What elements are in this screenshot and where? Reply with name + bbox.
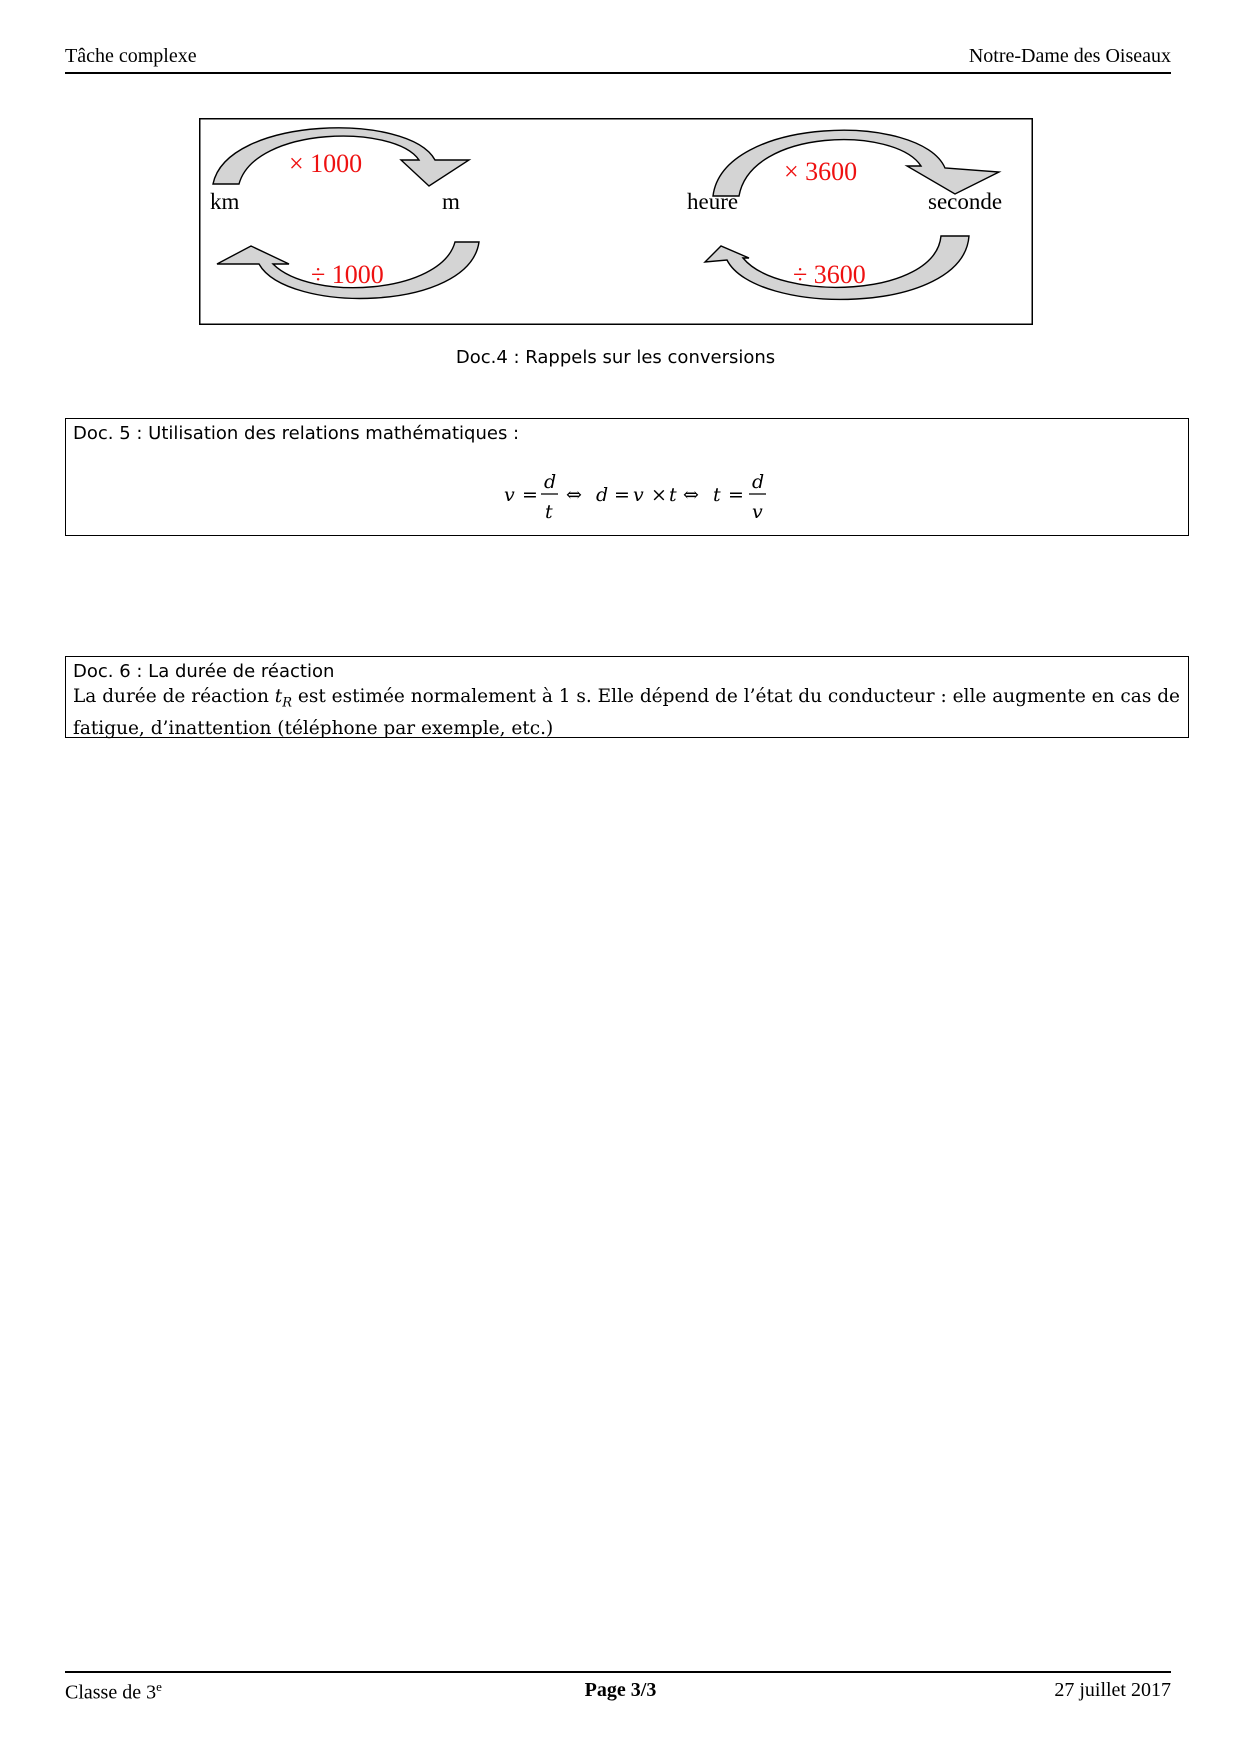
speed-formula bbox=[496, 461, 816, 527]
left-conversion-group bbox=[210, 128, 479, 299]
header-rule bbox=[65, 72, 1171, 74]
formula-times: × bbox=[651, 484, 667, 506]
formula-t1: t bbox=[545, 501, 553, 523]
right-conversion-group bbox=[687, 130, 1002, 299]
formula-iff2: ⇔ bbox=[683, 484, 699, 506]
reaction-time-subscript: R bbox=[282, 695, 292, 711]
formula-eq1: = bbox=[522, 484, 538, 506]
formula-v1: v bbox=[504, 484, 515, 506]
reaction-time-symbol: t bbox=[274, 686, 283, 707]
formula-d2: d bbox=[596, 484, 609, 506]
formula-eq2: = bbox=[614, 484, 630, 506]
footer-rule bbox=[65, 1671, 1171, 1673]
header-left: Tâche complexe bbox=[65, 45, 197, 67]
doc6-body bbox=[73, 684, 1180, 741]
formula-v3: v bbox=[752, 501, 763, 523]
doc6-text-end: est estimée normalement à 1 s. Elle dépend de l’état du conducteur : elle augmente en cas de fatigue, d’inattention (téléphone par exemple, etc.) bbox=[73, 686, 1180, 739]
unit-m: m bbox=[442, 189, 460, 214]
divide-1000-label: ÷ 1000 bbox=[311, 260, 384, 289]
formula-t3: t bbox=[713, 484, 721, 506]
doc6-title: Doc. 6 : La durée de réaction bbox=[73, 661, 335, 682]
formula-t2: t bbox=[669, 484, 677, 506]
footer-page-number: Page 3/3 bbox=[584, 1679, 657, 1701]
doc6-text-start: La durée de réaction bbox=[73, 686, 275, 707]
formula-eq3: = bbox=[728, 484, 744, 506]
footer-date: 27 juillet 2017 bbox=[1054, 1679, 1171, 1701]
unit-km: km bbox=[210, 189, 240, 214]
formula-d3: d bbox=[752, 471, 765, 493]
multiply-3600-label: × 3600 bbox=[784, 157, 858, 186]
doc5-title: Doc. 5 : Utilisation des relations mathématiques : bbox=[73, 423, 520, 444]
unit-heure: heure bbox=[687, 189, 739, 214]
header-right: Notre-Dame des Oiseaux bbox=[968, 45, 1171, 67]
doc5-box bbox=[65, 418, 1189, 536]
formula-d1: d bbox=[544, 471, 557, 493]
multiply-1000-label: × 1000 bbox=[289, 149, 363, 178]
doc4-caption: Doc.4 : Rappels sur les conversions bbox=[455, 347, 776, 368]
formula-v2: v bbox=[633, 484, 644, 506]
doc6-box bbox=[65, 656, 1189, 738]
formula-iff1: ⇔ bbox=[566, 484, 582, 506]
footer-class-sup: e bbox=[156, 1679, 162, 1694]
divide-3600-label: ÷ 3600 bbox=[793, 260, 866, 289]
footer-class-text: Classe de 3 bbox=[65, 1681, 157, 1704]
conversion-diagram bbox=[199, 118, 1033, 325]
unit-seconde: seconde bbox=[928, 189, 1003, 214]
